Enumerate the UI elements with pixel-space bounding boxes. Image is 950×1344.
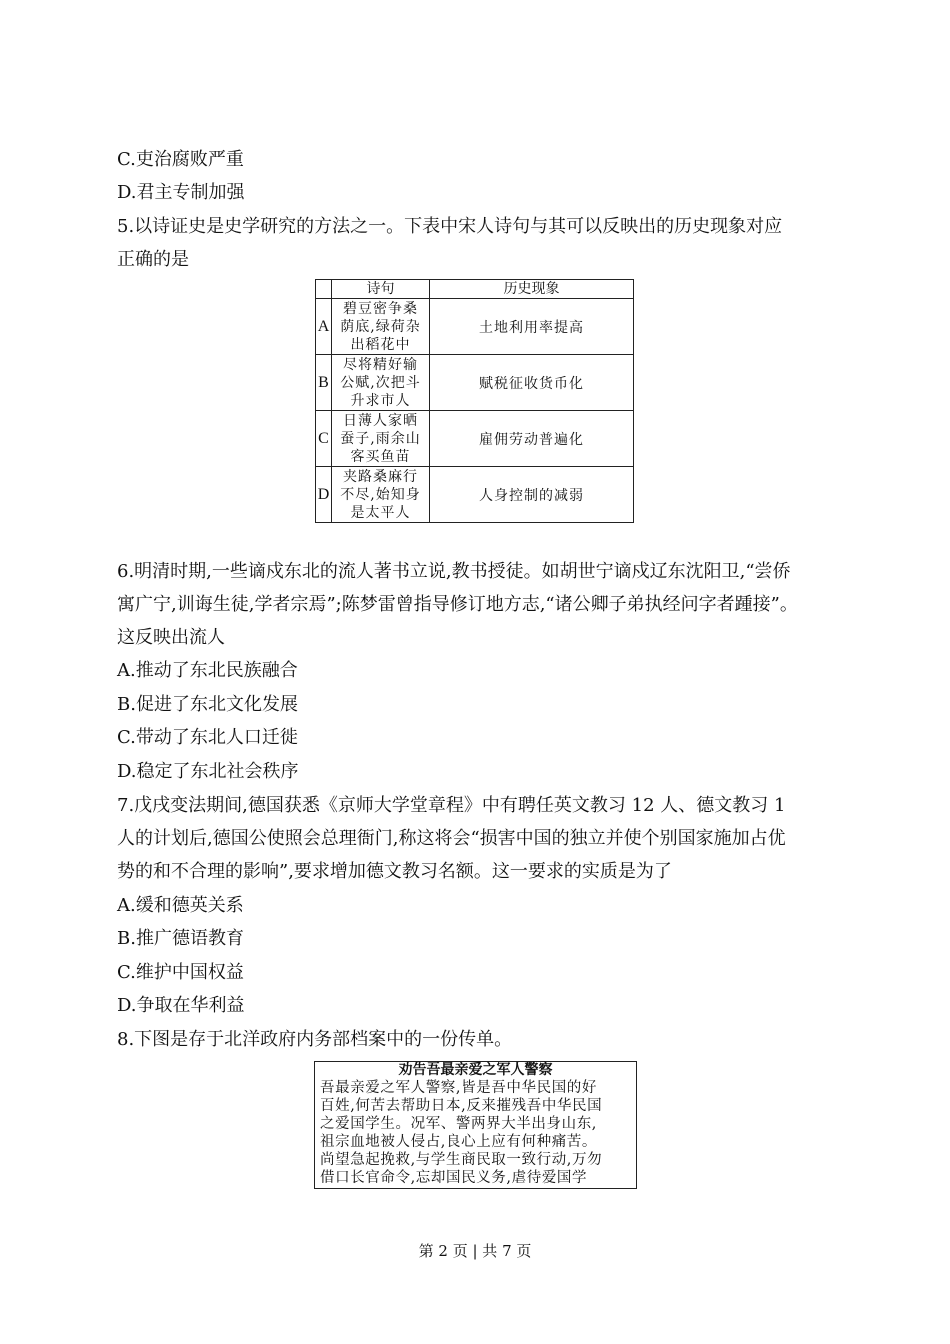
option-b-q7: B.推广德语教育: [117, 928, 244, 949]
option-d-q6: D.稳定了东北社会秩序: [117, 761, 299, 782]
poem-line: 出稻花中: [350, 336, 411, 353]
phenomenon-cell: 土地利用率提高: [430, 299, 634, 355]
poem-cell: [332, 467, 430, 523]
table-header: 诗句: [332, 280, 430, 299]
table-row: [316, 467, 634, 523]
option-d-q7: D.争取在华利益: [117, 995, 245, 1016]
question-6-text: 6.明清时期,一些谪戍东北的流人著书立说,教书授徒。如胡世宁谪戍辽东沈阳卫,“尝侨: [117, 561, 791, 582]
poem-line: 不尽,始知身: [340, 486, 421, 503]
table-row: [316, 355, 634, 411]
option-c-q7: C.维护中国权益: [117, 962, 244, 983]
question-7-text: 7.戊戌变法期间,德国获悉《京师大学堂章程》中有聘任英文教习 12 人、德文教习 1: [117, 795, 786, 816]
option-c-q4: C.吏治腐败严重: [117, 149, 244, 170]
option-b-q6: B.促进了东北文化发展: [117, 694, 298, 715]
leaflet-line: 吾最亲爱之军人警察,皆是吾中华民国的好: [320, 1080, 598, 1096]
question-6-text: 这反映出流人: [117, 627, 225, 648]
poem-line: 公赋,次把斗: [340, 374, 421, 391]
option-d-q4: D.君主专制加强: [117, 182, 245, 203]
poem-line: 蚕子,雨余山: [340, 430, 421, 447]
poem-cell: [332, 299, 430, 355]
option-a-q6: A.推动了东北民族融合: [117, 660, 298, 681]
row-label: A: [316, 299, 332, 355]
phenomenon-cell: 雇佣劳动普遍化: [430, 411, 634, 467]
option-c-q6: C.带动了东北人口迁徙: [117, 727, 298, 748]
table-header: 历史现象: [430, 280, 634, 299]
table-row: [316, 299, 634, 355]
leaflet-image: [314, 1061, 637, 1189]
poem-line: 升求市人: [350, 392, 411, 409]
poem-line: 尽将精好输: [343, 356, 418, 373]
poem-line: 客买鱼苗: [350, 448, 411, 465]
question-6-text: 寓广宁,训诲生徒,学者宗焉”;陈梦雷曾指导修订地方志,“诸公卿子弟执经问字者踵接”。: [117, 594, 798, 615]
poem-cell: [332, 411, 430, 467]
question-8-text: 8.下图是存于北洋政府内务部档案中的一份传单。: [117, 1029, 513, 1050]
question-5-text-cont: 正确的是: [117, 249, 189, 270]
leaflet-line: 之爱国学生。况军、警两界大半出身山东,: [320, 1116, 598, 1132]
poem-line: 夹路桑麻行: [343, 468, 418, 485]
option-a-q7: A.缓和德英关系: [117, 895, 244, 916]
page-footer: 第 2 页 | 共 7 页: [418, 1242, 532, 1260]
table-row: [316, 411, 634, 467]
leaflet-line: 百姓,何苦去帮助日本,反来摧残吾中华民国: [320, 1098, 603, 1114]
row-label: C: [316, 411, 332, 467]
row-label: B: [316, 355, 332, 411]
phenomenon-cell: 人身控制的减弱: [430, 467, 634, 523]
poem-cell: [332, 355, 430, 411]
table-header-row: [316, 280, 634, 299]
phenomenon-cell: 赋税征收货币化: [430, 355, 634, 411]
table-header: [316, 280, 332, 299]
poem-history-table: [315, 279, 634, 523]
poem-line: 日薄人家晒: [343, 412, 418, 429]
leaflet-line: 尚望急起挽救,与学生商民取一致行动,万勿: [320, 1152, 603, 1168]
question-5-text: 5.以诗证史是史学研究的方法之一。下表中宋人诗句与其可以反映出的历史现象对应: [117, 216, 783, 237]
leaflet-title: 劝告吾最亲爱之军人警察: [398, 1062, 553, 1078]
question-7-text: 人的计划后,德国公使照会总理衙门,称这将会“损害中国的独立并使个别国家施加占优: [117, 828, 786, 849]
poem-line: 碧豆密争桑: [343, 300, 418, 317]
leaflet-line: 借口长官命令,忘却国民义务,虐待爱国学: [320, 1170, 588, 1186]
question-7-text: 势的和不合理的影响”,要求增加德文教习名额。这一要求的实质是为了: [117, 861, 672, 882]
poem-line: 是太平人: [350, 504, 411, 521]
poem-line: 荫底,绿荷杂: [340, 318, 421, 335]
row-label: D: [316, 467, 332, 523]
leaflet-line: 祖宗血地被人侵占,良心上应有何种痛苦。: [320, 1134, 598, 1150]
